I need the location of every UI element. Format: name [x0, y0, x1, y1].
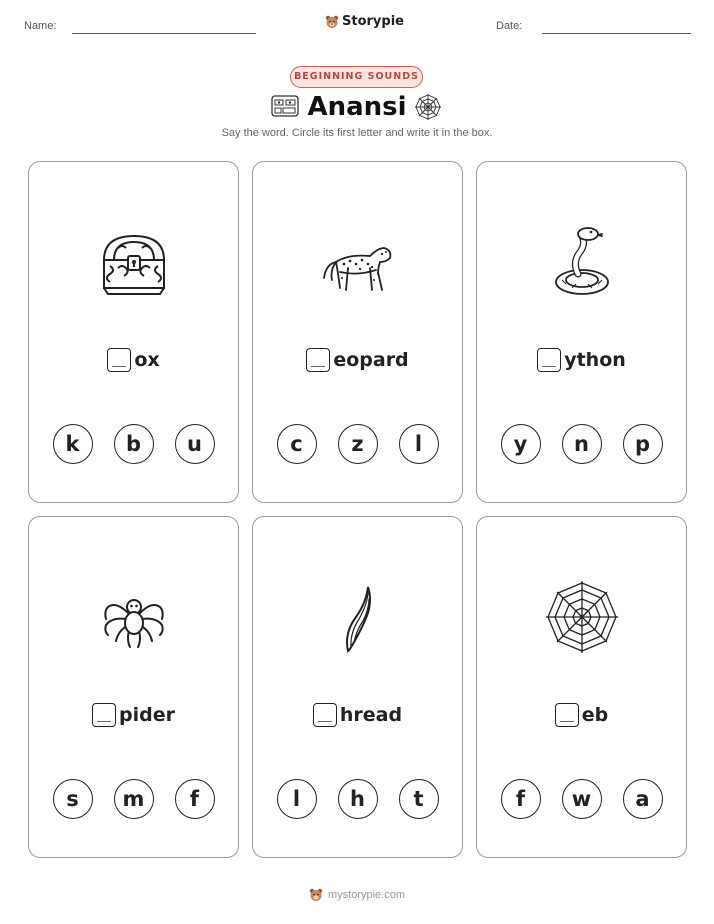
- bear-icon: [309, 888, 323, 902]
- letter-choice[interactable]: p: [623, 424, 663, 464]
- letter-choice[interactable]: s: [53, 779, 93, 819]
- answer-box[interactable]: [313, 703, 337, 727]
- letter-choice[interactable]: y: [501, 424, 541, 464]
- python-snake-icon: [542, 222, 622, 302]
- letter-choices: [477, 424, 686, 464]
- card-thread: [252, 516, 463, 858]
- name-label: Name:: [24, 20, 57, 32]
- word-row: [477, 703, 686, 727]
- date-label: Date:: [496, 20, 523, 32]
- word-ending: ox: [134, 349, 160, 371]
- treasure-chest-icon: [94, 222, 174, 302]
- letter-choice[interactable]: c: [277, 424, 317, 464]
- letter-choices: [253, 779, 462, 819]
- letter-choice[interactable]: l: [399, 424, 439, 464]
- date-line[interactable]: [542, 33, 691, 34]
- answer-box[interactable]: [107, 348, 131, 372]
- letter-choice[interactable]: h: [338, 779, 378, 819]
- word-row: [253, 703, 462, 727]
- letter-choice[interactable]: k: [53, 424, 93, 464]
- letter-choice[interactable]: b: [114, 424, 154, 464]
- word-row: [29, 703, 238, 727]
- letter-choice[interactable]: l: [277, 779, 317, 819]
- word-row: [477, 348, 686, 372]
- letter-choice[interactable]: f: [175, 779, 215, 819]
- brand-name: Storypie: [342, 14, 404, 29]
- letter-choice[interactable]: u: [175, 424, 215, 464]
- letter-choice[interactable]: z: [338, 424, 378, 464]
- letter-choice[interactable]: n: [562, 424, 602, 464]
- card-python: [476, 161, 687, 503]
- letter-choices: [29, 779, 238, 819]
- name-line[interactable]: [72, 33, 256, 34]
- footer: [0, 888, 714, 902]
- letter-choices: [253, 424, 462, 464]
- word-ending: ython: [564, 349, 626, 371]
- page-title: Anansi: [307, 92, 407, 122]
- answer-box[interactable]: [537, 348, 561, 372]
- word-ending: eopard: [333, 349, 409, 371]
- letter-choices: [477, 779, 686, 819]
- web-small-icon: [414, 93, 442, 121]
- footer-url[interactable]: mystorypie.com: [327, 889, 406, 901]
- card-chest: [28, 161, 239, 503]
- word-ending: eb: [581, 704, 609, 726]
- card-leopard: [252, 161, 463, 503]
- web-icon: [542, 577, 622, 657]
- word-ending: hread: [339, 704, 403, 726]
- letter-choice[interactable]: w: [562, 779, 602, 819]
- brand-logo: [325, 14, 404, 29]
- letter-choice[interactable]: f: [501, 779, 541, 819]
- letter-choice[interactable]: t: [399, 779, 439, 819]
- spider-icon: [94, 577, 174, 657]
- beginning-sounds-tag: BEGINNING SOUNDS: [290, 66, 423, 88]
- card-web: [476, 516, 687, 858]
- letter-choice[interactable]: m: [114, 779, 154, 819]
- thread-icon: [318, 577, 398, 657]
- word-ending: pider: [119, 704, 175, 726]
- card-spider: [28, 516, 239, 858]
- answer-box[interactable]: [306, 348, 330, 372]
- bear-icon: [325, 15, 339, 29]
- answer-box[interactable]: [555, 703, 579, 727]
- word-row: [29, 348, 238, 372]
- leopard-icon: [318, 222, 398, 302]
- instructions: Say the word. Circle its first letter and write it in the box.: [221, 127, 493, 139]
- answer-box[interactable]: [92, 703, 116, 727]
- word-row: [253, 348, 462, 372]
- letter-choice[interactable]: a: [623, 779, 663, 819]
- letter-choices: [29, 424, 238, 464]
